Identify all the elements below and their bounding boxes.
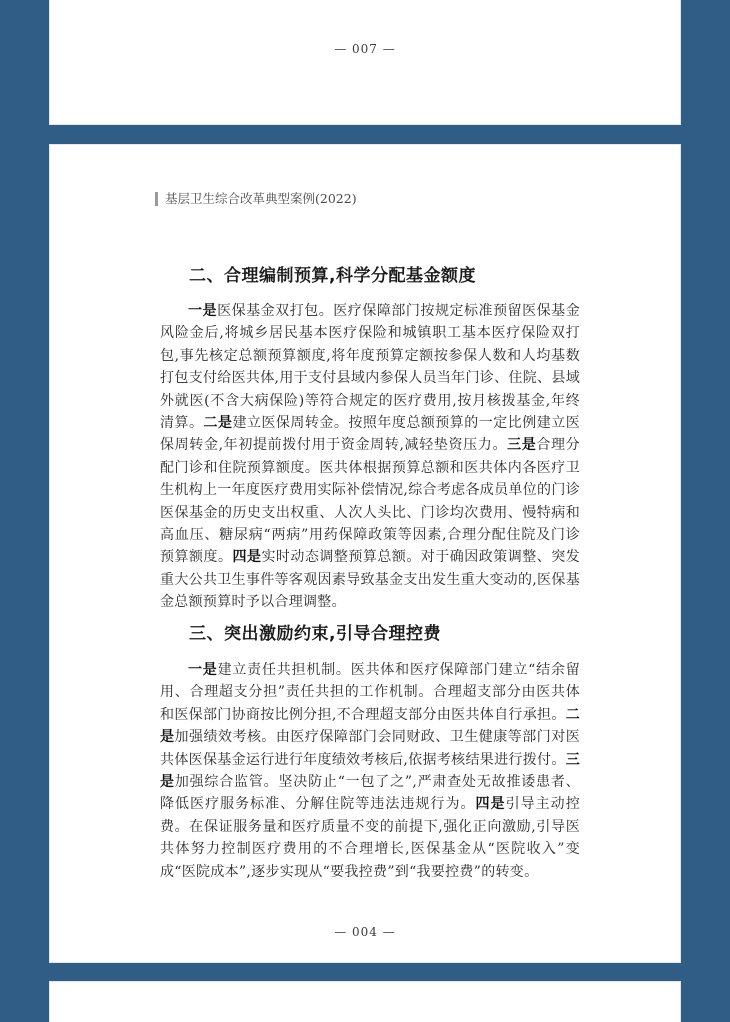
paragraph-lead: 三是 [507, 437, 537, 454]
paragraph-text: 合理分配门诊和住院预算额度。医共体根据预算总额和医共体内各医疗卫生机构上一年度医疗费用实际补偿情况,综合考虑各成员单位的门诊医保基金的历史支出权重、人次人头比、门诊均次费用、慢特病和高血压、糖尿病“两病”用药保障政策等因素,合理分配住院及门诊预算额度。 [160, 437, 580, 566]
section-body-3 [160, 659, 580, 883]
section-heading-3: 三、突出激励约束,引导合理控费 [189, 624, 441, 644]
paragraph-text: 引导主动控费。在保证服务量和医疗质量不变的前提下,强化正向激励,引导医共体努力控制医疗费用的不合理增长,医保基金从“医院收入”变成“医院成本”,逐步实现从“要我控费”到“我要控费”的转变。 [160, 796, 580, 880]
paragraph-text: 建立责任共担机制。医共体和医疗保障部门建立“结余留用、合理超支分担”责任共担的工作机制。合理超支部分由医共体和医保部门协商按比例分担,不合理超支部分由医共体自行承担。 [160, 662, 581, 723]
current-page [50, 145, 680, 962]
paragraph-text: 加强综合监管。坚决防止“一包了之”,严肃查处无故推诿患者、降低医疗服务标准、分解住院等违法违规行为。 [160, 774, 580, 813]
paragraph-lead: 二是 [160, 706, 580, 746]
paragraph-text: 加强绩效考核。由医疗保障部门会同财政、卫生健康等部门对医共体医保基金运行进行年度绩效考核后,依据考核结果进行拨付。 [160, 729, 580, 768]
paragraph-lead: 一是 [188, 303, 218, 319]
paragraph-text: 实时动态调整预算总额。对于确因政策调整、突发重大公共卫生事件等客观因素导致基金支出发生重大变动的,医保基金总额预算时予以合理调整。 [160, 549, 580, 611]
paragraph-text: 医保基金双打包。医疗保障部门按规定标准预留医保基金风险金后,将城乡居民基本医疗保险和城镇职工基本医疗保险双打包,事先核定总额预算额度,将年度预算定额按参保人数和人均基数打包支付给医共体,用于支付县域内参保人员当年门诊、住院、县域外就医(不含大病保险)等符合规定的医疗费用,按月核拨基金,年终清算。 [160, 303, 580, 432]
page-number-top: — 007 — [334, 42, 396, 56]
paragraph-lead: 一是 [188, 662, 218, 678]
paragraph-lead: 四是 [232, 549, 262, 566]
running-header: 基层卫生综合改革典型案例(2022) [155, 192, 357, 206]
section-heading-2: 二、合理编制预算,科学分配基金额度 [189, 266, 476, 286]
section-body-2 [160, 300, 580, 614]
paragraph-lead: 二是 [203, 415, 233, 432]
paragraph-lead: 三是 [160, 751, 580, 791]
next-page [50, 982, 680, 1022]
previous-page [50, 0, 680, 124]
paragraph-text: 建立医保周转金。按照年度总额预算的一定比例建立医保周转金,年初提前拨付用于资金周转,减轻垫资压力。 [160, 415, 580, 454]
paragraph-lead: 四是 [475, 796, 506, 813]
page-number-main: — 004 — [334, 925, 396, 939]
